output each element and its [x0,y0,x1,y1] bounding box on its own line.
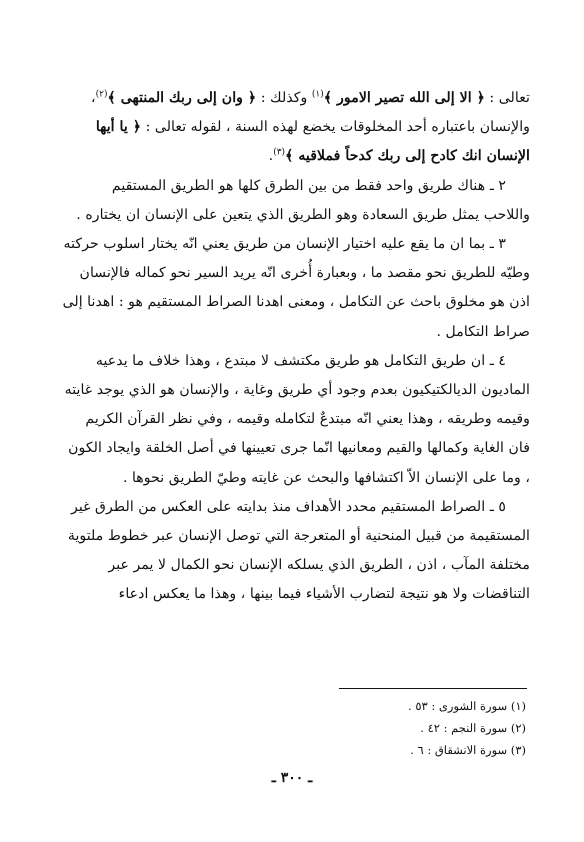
paragraph [62,230,530,347]
quran-quote: ﴿ الا إلى الله تصير الامور ﴾ [323,90,485,106]
footnote-marker: (٣) [273,147,286,158]
paragraph-text: تعالى : [484,90,530,106]
paragraph-text: ٥ ـ الصراط المستقيم محدد الأهداف منذ بدايته على العكس من الطرق غير المستقيمة من قبيل المنحنية أو المتعرجة التي توصل الإنسان عبر خطوط ملتوية مختلفة المآب ، اذن ، الطريق الذي يسلكه الإنسان نحو الكمال لا يمر عبر التناقضات ولا هو نتيجة لتضارب الأشياء فيما بينها ، وهذا ما يعكس ادعاء [67,498,530,603]
paragraph [62,84,530,172]
paragraph-text: ، والإنسان باعتباره أحد المخلوقات يخضع لهذه السنة ، لقوله تعالى : [91,90,530,136]
quran-quote: ﴿ وان إلى ربك المنتهى ﴾ [107,90,257,106]
footnote-marker: (١) [311,89,324,100]
footnote: (٣) سورة الانشقاق : ٦ . [410,743,526,757]
footnote-marker: (٢) [95,89,108,100]
quran-quote: ﴿ يا أيها الإنسان انك كادح إلى ربك كدحاً فملاقيه ﴾ [95,119,530,165]
paragraph [62,347,530,493]
footnote: (٢) سورة النجم : ٤٢ . [420,721,526,735]
page-number: ـ ٣٠٠ ـ [271,770,313,786]
footnote-divider [339,688,527,689]
paragraph-text: ٤ ـ ان طريق التكامل هو طريق مكتشف لا مبتدع ، وهذا خلاف ما يدعيه الماديون الديالكتيكيون بعدم وجود أي طريق وغاية ، والإنسان هو الذي يوجد غايته وقيمه وطريقه ، وهذا يعني انّه مبتدعٌ لتكامله وقيمه ، وفي نظر القرآن الكريم فان الغاية وكمالها والقيم ومعانيها انّما جرى تعيينها في أصل الخلقة وايجاد الكون ، وما على الإنسان الاّ اكتشافها والبحث عن غايته وطيّ الطريق نحوها . [64,352,530,486]
paragraph-text: ٣ ـ بما ان ما يقع عليه اختيار الإنسان من طريق يعني انّه يختار اسلوب حركته وطيّه للطريق نحو مقصد ما ، وبعبارة أُخرى انّه يريد السير نحو كماله فالإنسان اذن هو مخلوق باحث عن التكامل ، ومعنى اهدنا الصراط المستقيم هو : اهدنا إلى صراط التكامل . [62,236,530,340]
footnotes [306,695,526,761]
paragraph-text: ٢ ـ هناك طريق واحد فقط من بين الطرق كلها هو الطريق المستقيم واللاحب يمثل طريق السعادة وهو الطريق الذي يتعين على الإنسان ان يختاره . [76,177,530,223]
paragraph [62,172,530,230]
body-text [62,84,530,610]
paragraph [62,493,530,610]
footnote: (١) سورة الشورى : ٥٣ . [408,699,526,713]
paragraph-text: وكذلك : [256,90,312,106]
paragraph-text: . [268,148,274,165]
